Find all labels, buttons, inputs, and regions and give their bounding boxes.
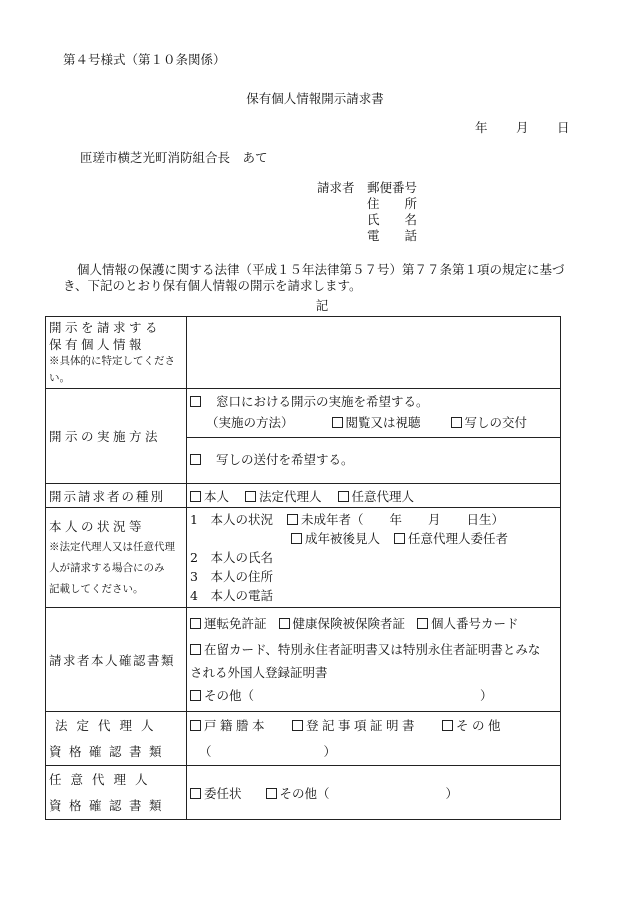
birth-month: 月 (427, 512, 441, 527)
power-of-attorney-checkbox[interactable] (190, 788, 201, 799)
id-other-checkbox[interactable] (190, 690, 201, 701)
voluntary-rep-label-cell (46, 766, 187, 820)
minor-option-text: 未成年者（ (300, 512, 364, 527)
info-label-cell (46, 317, 187, 389)
adult-guardian-option-text: 成年被後見人 (305, 531, 381, 546)
legal-rep-label-line-1: 法定代理人 (55, 717, 163, 733)
koseki-text: 戸籍謄本 (204, 717, 269, 733)
legal-rep-paren-open: （ (199, 743, 212, 759)
proxy-principal-option-text: 任意代理人委任者 (408, 531, 509, 546)
principal-note-3: 記載してください。 (49, 582, 144, 595)
principal-note-1: ※法定代理人又は任意代理 (49, 540, 175, 553)
row-method (46, 389, 561, 484)
requester-type-options (187, 484, 561, 508)
legal-rep-label-line-2: 資格確認書類 (49, 743, 170, 759)
row-principal-status (46, 508, 561, 608)
voluntary-rep-other-text: その他（ (279, 785, 330, 801)
mail-checkbox[interactable] (190, 454, 201, 465)
requester-address: 住 所 (367, 196, 418, 211)
info-label-note: ※具体的に特定してください。 (49, 354, 175, 384)
id-docs-label-cell (46, 608, 187, 712)
window-option[interactable] (190, 391, 557, 412)
requester-phone: 電 話 (367, 228, 418, 243)
addressee: 匝瑳市横芝光町消防組合長 あて (80, 150, 268, 165)
copy-delivery-option-text: 写しの交付 (464, 414, 528, 430)
koseki-checkbox[interactable] (190, 720, 201, 731)
registry-cert-checkbox[interactable] (292, 720, 303, 731)
adult-guardian-checkbox[interactable] (291, 533, 302, 544)
view-option-text: 閲覧又は視聴 (345, 414, 421, 430)
self-checkbox[interactable] (190, 491, 201, 502)
birth-day: 日生） (466, 512, 504, 527)
method-options-cell (187, 389, 561, 484)
ki-heading: 記 (315, 298, 329, 313)
document-title: 保有個人情報開示請求書 (246, 91, 384, 106)
legal-rep-option-text: 法定代理人 (259, 488, 322, 504)
info-input-area[interactable] (187, 317, 561, 389)
row-requested-info (46, 317, 561, 389)
window-sub-label: （実施の方法） (206, 414, 294, 430)
window-checkbox[interactable] (190, 396, 201, 407)
legal-rep-checkbox[interactable] (245, 491, 256, 502)
principal-label-cell (46, 508, 187, 608)
requester-type-label: 開示請求者の種別 (49, 488, 166, 504)
method-label: 開示の実施方法 (49, 429, 162, 444)
requester-type-label-cell (46, 484, 187, 508)
my-number-card-text: 個人番号カード (431, 615, 519, 631)
id-other-close: ） (480, 687, 493, 703)
principal-phone-line: 4 本人の電話 (190, 588, 273, 603)
row-id-documents (46, 608, 561, 712)
registry-cert-text: 登記事項証明書 (306, 717, 419, 733)
proxy-principal-checkbox[interactable] (394, 533, 405, 544)
legal-rep-label-cell (46, 712, 187, 766)
date-year: 年 (475, 120, 488, 135)
request-form-table (45, 316, 561, 820)
row-requester-type (46, 484, 561, 508)
principal-status-cell (187, 508, 561, 608)
legal-rep-paren-close: ） (323, 743, 337, 759)
principal-address-line: 3 本人の住所 (190, 569, 273, 584)
voluntary-rep-label-line-2: 資格確認書類 (49, 797, 170, 813)
voluntary-rep-other-close: ） (445, 785, 459, 801)
info-label-line-1: 開示を請求する (49, 319, 162, 335)
view-checkbox[interactable] (332, 417, 343, 428)
date-month: 月 (516, 120, 529, 135)
residence-card-text-cont: される外国人登録証明書 (190, 664, 328, 680)
principal-label: 本人の状況等 (49, 518, 146, 534)
row-voluntary-rep-docs (46, 766, 561, 820)
residence-card-checkbox[interactable] (190, 644, 201, 655)
voluntary-rep-label-line-1: 任意代理人 (49, 771, 157, 787)
requester-name: 氏 名 (367, 212, 418, 227)
voluntary-rep-option-text: 任意代理人 (351, 488, 415, 504)
window-option-text: 窓口における開示の実施を希望する。 (215, 393, 429, 409)
copy-delivery-checkbox[interactable] (451, 417, 462, 428)
voluntary-rep-docs-cell (187, 766, 561, 820)
requester-label: 請求者 (317, 180, 355, 195)
id-docs-cell (187, 608, 561, 712)
info-label-line-2: 保有個人情報 (49, 336, 146, 352)
power-of-attorney-text: 委任状 (204, 785, 242, 801)
method-label-cell (46, 389, 187, 484)
voluntary-rep-checkbox[interactable] (338, 491, 349, 502)
residence-card-text: 在留カード、特別永住者証明書又は特別永住者証明書とみな (204, 641, 541, 657)
row-legal-rep-docs (46, 712, 561, 766)
id-docs-label: 請求者本人確認書類 (49, 652, 176, 668)
health-insurance-checkbox[interactable] (279, 618, 290, 629)
principal-name-line: 2 本人の氏名 (190, 550, 273, 565)
principal-note-2: 人が請求する場合にのみ (49, 561, 165, 574)
birth-year: 年 (389, 512, 402, 527)
drivers-license-text: 運転免許証 (204, 615, 267, 631)
request-statement: 個人情報の保護に関する法律（平成１５年法律第５７号）第７７条第１項の規定に基づき、下記のとおり保有個人情報の開示を請求します。 (63, 262, 565, 294)
legal-rep-other-checkbox[interactable] (442, 720, 453, 731)
voluntary-rep-other-checkbox[interactable] (266, 788, 277, 799)
form-number: 第４号様式（第１０条関係） (63, 52, 226, 67)
mail-option[interactable] (190, 438, 557, 482)
minor-checkbox[interactable] (287, 514, 298, 525)
self-option-text: 本人 (204, 488, 230, 504)
legal-rep-docs-cell (187, 712, 561, 766)
date-day: 日 (557, 120, 570, 135)
legal-rep-other-text: その他 (456, 717, 505, 733)
health-insurance-text: 健康保険被保険者証 (292, 615, 406, 631)
principal-status-label: 1 本人の状況 (190, 512, 273, 527)
requester-postal-code: 郵便番号 (367, 180, 418, 195)
drivers-license-checkbox[interactable] (190, 618, 201, 629)
id-other-text: その他（ (204, 687, 255, 703)
my-number-card-checkbox[interactable] (417, 618, 428, 629)
mail-option-text: 写しの送付を希望する。 (215, 451, 354, 467)
